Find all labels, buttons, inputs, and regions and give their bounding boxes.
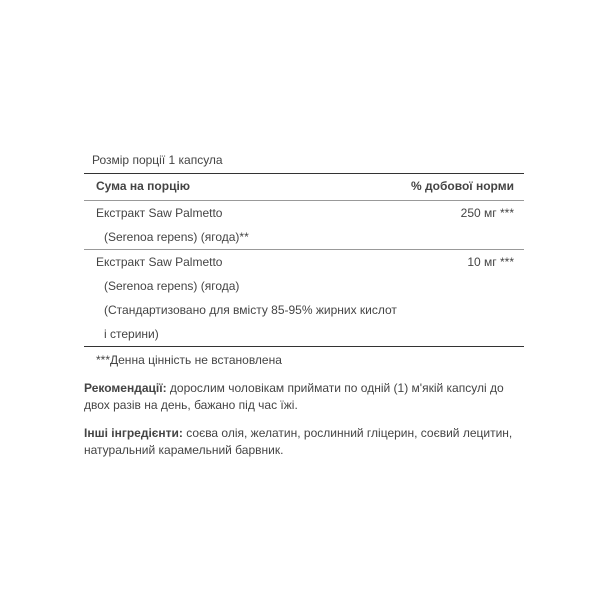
ingredients-text: соєва олія, желатин, рослинний гліцерин, соєвий лецитин, натуральний карамельний барвник.: [84, 426, 513, 457]
ingredient-amount: 250 мг ***: [460, 206, 514, 220]
ingredient-detail-line: [96, 322, 514, 346]
table-header: [84, 174, 524, 200]
ingredient-detail: (Serenoa repens) (ягода)**: [104, 230, 249, 244]
recommendations-text: дорослим чоловікам приймати по одній (1) м'якій капсулі до двох разів на день, бажано під час їжі.: [84, 381, 504, 412]
ingredient-detail: (Стандартизовано для вмісту 85-95% жирних кислот: [104, 303, 397, 317]
recommendations-label: Рекомендації:: [84, 381, 167, 395]
header-daily-value: % добової норми: [411, 179, 514, 193]
ingredient-row: [84, 201, 524, 249]
daily-value-footnote: ***Денна цінність не встановлена: [96, 353, 282, 367]
ingredient-name: Екстракт Saw Palmetto: [96, 255, 223, 269]
supplement-facts-panel: [84, 151, 524, 373]
ingredient-main-line: [96, 250, 514, 274]
ingredient-detail-line: [96, 298, 514, 322]
ingredient-detail-line: [96, 274, 514, 298]
ingredient-row: [84, 250, 524, 346]
ingredient-detail: (Serenoa repens) (ягода): [104, 279, 240, 293]
ingredient-detail: і стерини): [104, 327, 159, 341]
ingredient-detail-line: [96, 225, 514, 249]
recommendations-paragraph: [84, 380, 524, 414]
header-amount-per-serving: Сума на порцію: [96, 179, 191, 193]
ingredient-main-line: [96, 201, 514, 225]
ingredients-paragraph: [84, 425, 524, 459]
ingredient-amount: 10 мг ***: [467, 255, 514, 269]
ingredients-label: Інші інгредієнти:: [84, 426, 183, 440]
ingredient-name: Екстракт Saw Palmetto: [96, 206, 223, 220]
serving-size: Розмір порції 1 капсула: [92, 153, 223, 167]
